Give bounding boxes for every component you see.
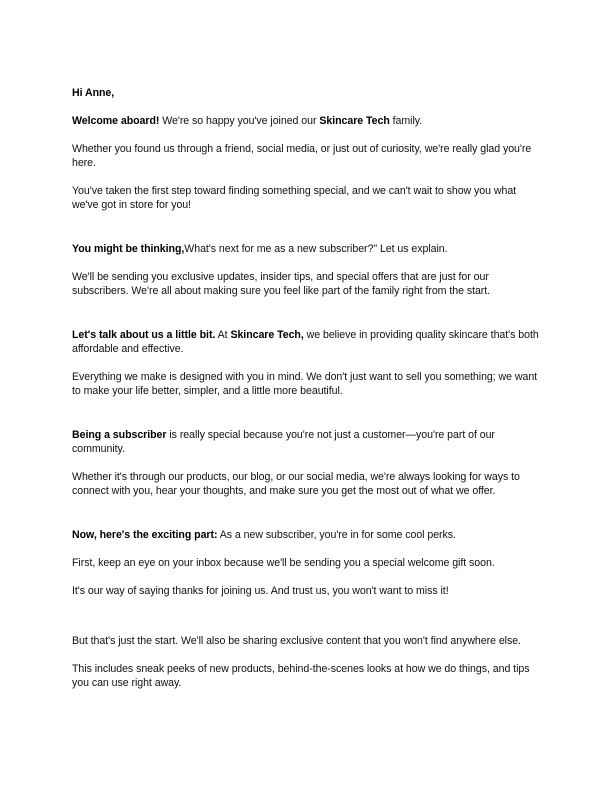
how-found-paragraph: Whether you found us through a friend, social media, or just out of curiosity, we're really glad you're here. [72,143,532,169]
welcome-gift-paragraph: First, keep an eye on your inbox because we'll be sending you a special welcome gift soon. [72,557,495,569]
about-lead: Let's talk about us a little bit. [72,329,216,341]
about-text-a: At [215,329,231,341]
subscriber-paragraph [72,428,542,456]
welcome-lead: Welcome aboard! [72,115,160,127]
brand-name: Skincare Tech, [230,329,304,341]
thanks-paragraph: It's our way of saying thanks for joining us. And trust us, you won't want to miss it! [72,585,449,597]
greeting [72,86,542,100]
about-us-paragraph [72,328,542,356]
first-step-paragraph: You've taken the first step toward finding something special, and we can't wait to show you what we've got in store for you! [72,185,517,211]
exciting-part-paragraph [72,528,542,542]
letter-page [72,86,542,704]
thinking-lead: You might be thinking, [72,243,185,255]
sneak-peeks-paragraph: This includes sneak peeks of new products, behind-the-scenes looks at how we do things, and tips you can use right away. [72,663,530,689]
welcome-text-b: family. [389,115,423,127]
subscriber-lead: Being a subscriber [72,429,167,441]
updates-paragraph: We'll be sending you exclusive updates, insider tips, and special offers that are just for our subscribers. We're all about making sure you feel like part of the family right from the start. [72,271,491,297]
subscriber-text: is really special because you're not just a customer—you're part of our community. [72,429,495,455]
brand-name: Skincare Tech [319,115,390,127]
designed-paragraph: Everything we make is designed with you in mind. We don't just want to sell you something; we want to make your life better, simpler, and a little more beautiful. [72,371,538,397]
connect-paragraph: Whether it's through our products, our blog, or our social media, we're always looking for ways to connect with you, hear your thoughts, and make sure you get the most out of what we offer. [72,471,520,497]
thinking-paragraph [72,242,542,256]
exciting-lead: Now, here's the exciting part: [72,529,218,541]
exciting-text: As a new subscriber, you're in for some cool perks. [217,529,456,541]
exclusive-content-paragraph: But that's just the start. We'll also be sharing exclusive content that you won't find anywhere else. [72,635,521,647]
greeting-text: Hi Anne, [72,87,115,99]
about-text-b: we believe in providing quality skincare that's both affordable and effective. [72,329,539,355]
welcome-text-a: We're so happy you've joined our [159,115,320,127]
thinking-text: What's next for me as a new subscriber?" Let us explain. [184,243,448,255]
welcome-paragraph [72,114,542,128]
